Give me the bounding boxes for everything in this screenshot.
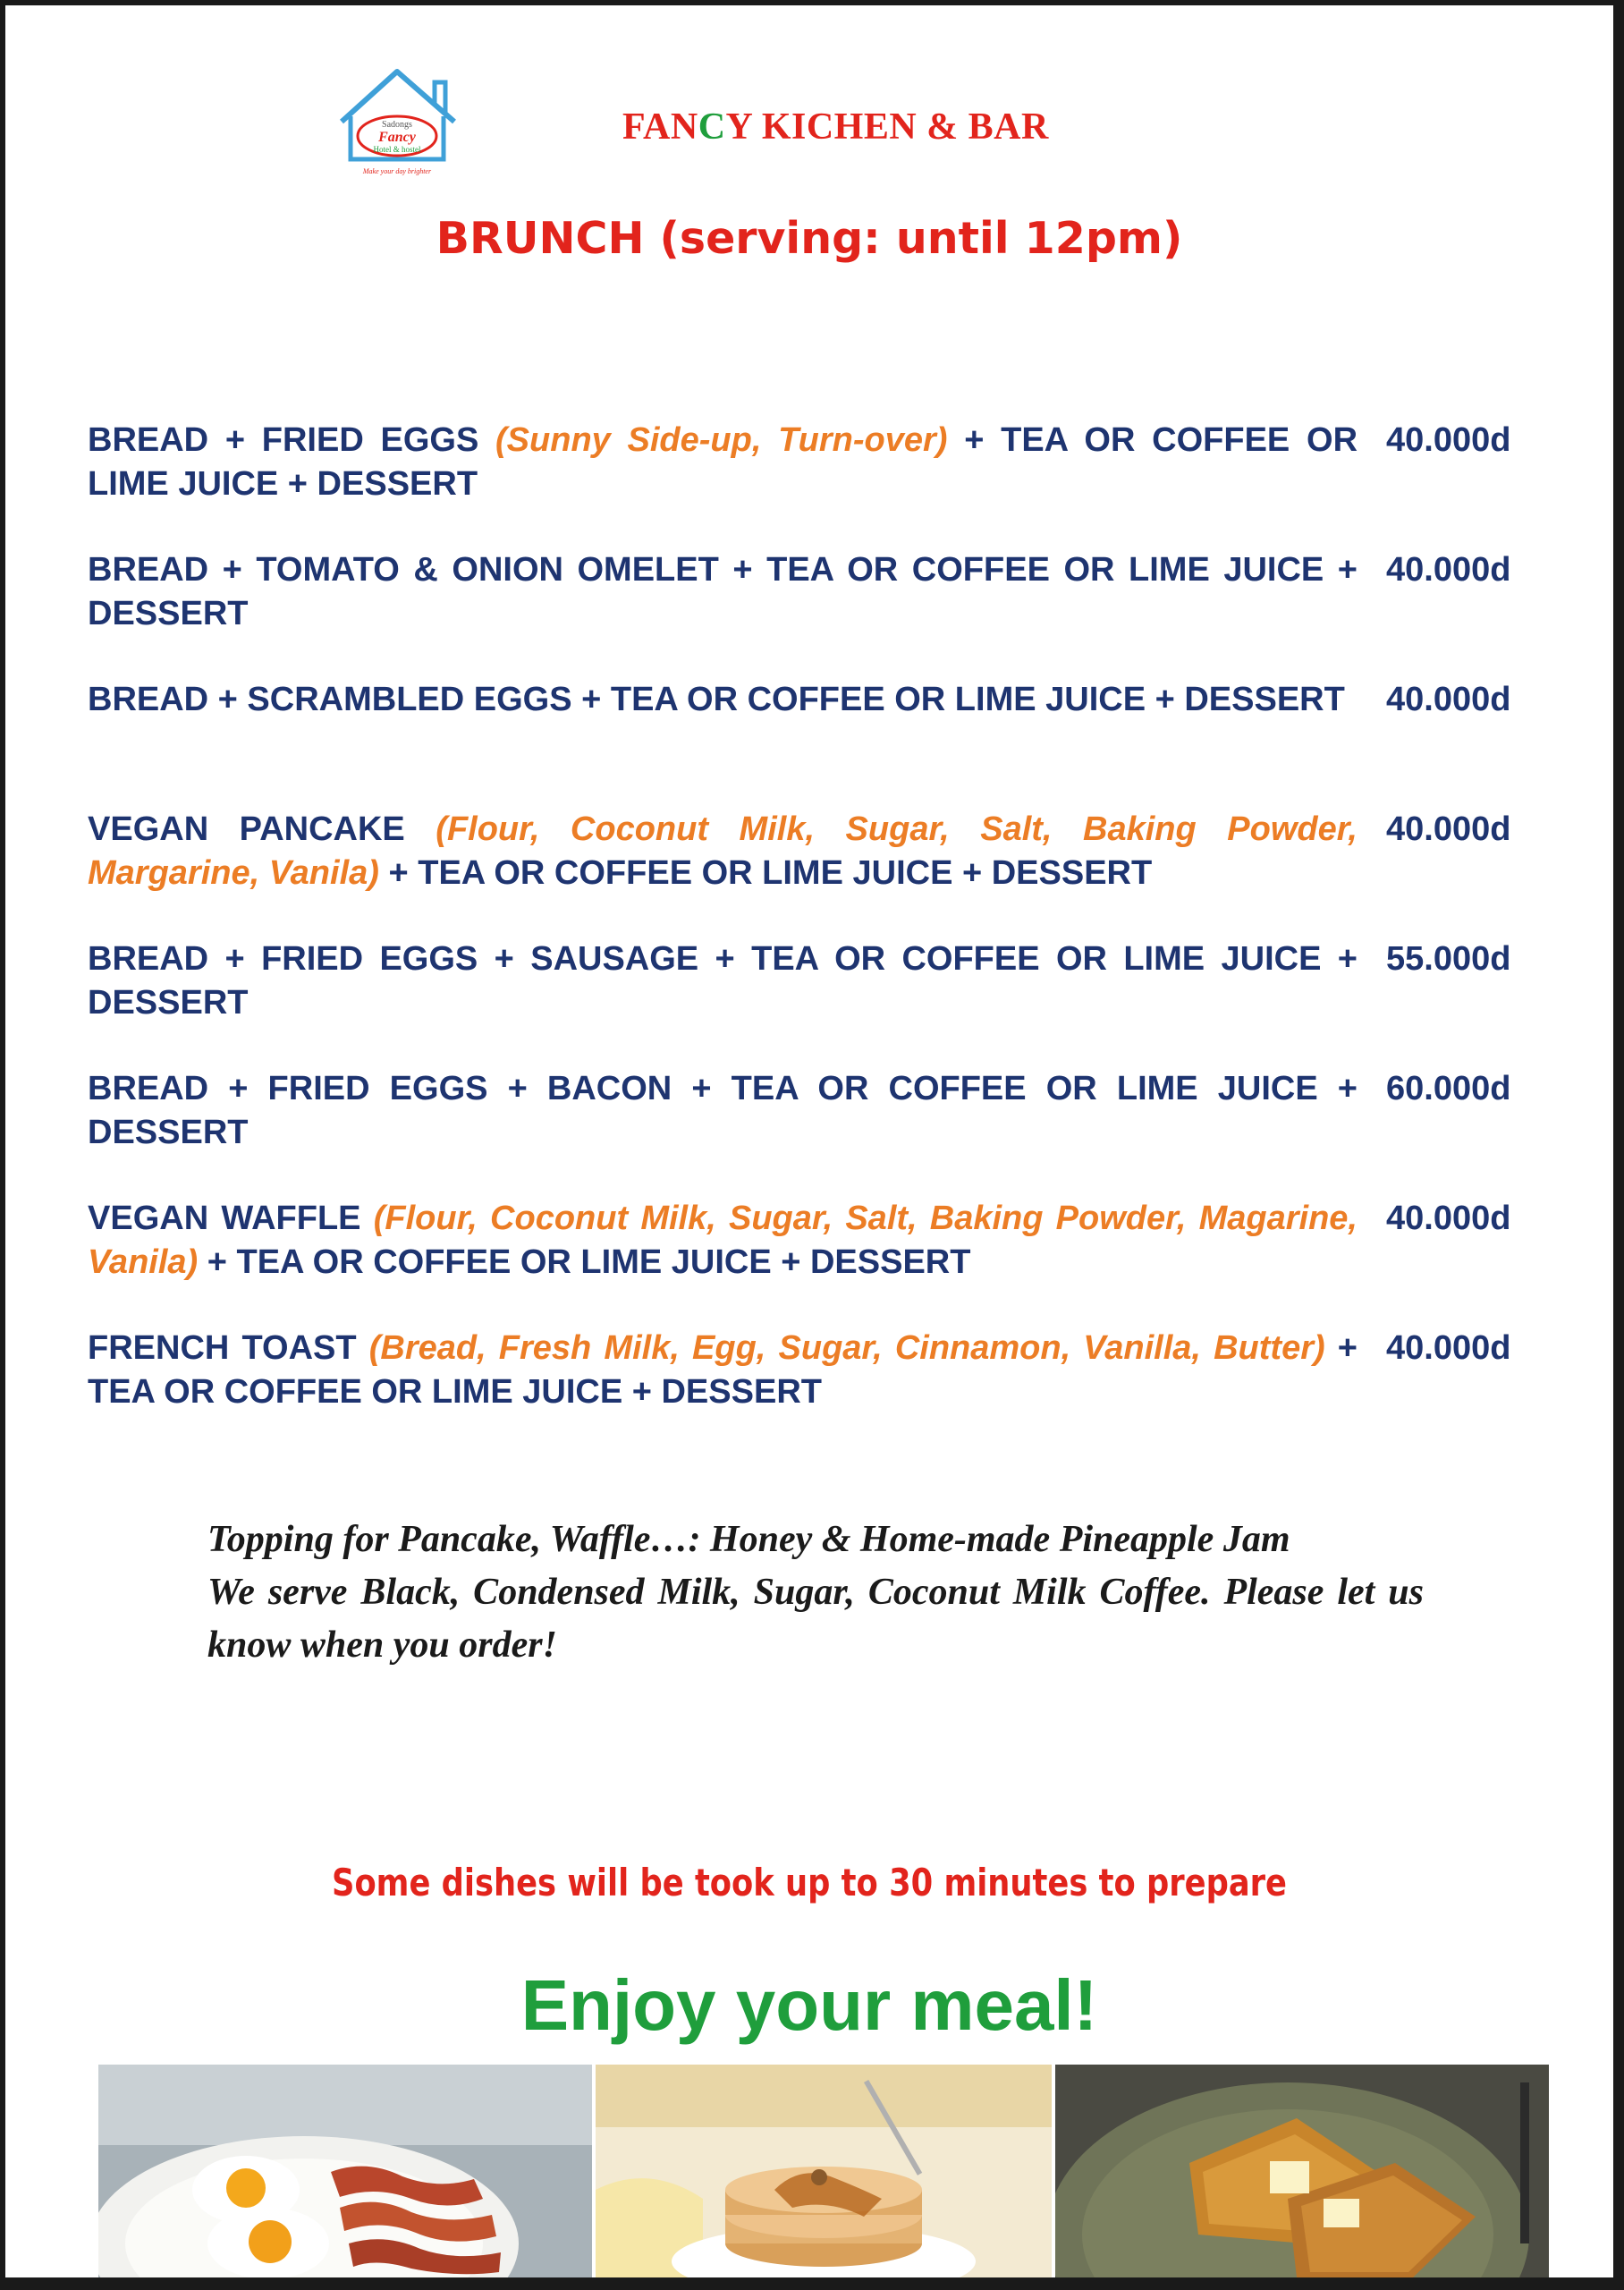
menu-item-description [88, 419, 1358, 506]
menu-item-ingredients: (Flour, Coconut Milk, Sugar, Salt, Baking Powder, Magarine, Vanila) [88, 1200, 1358, 1281]
prep-time-warning: Some dishes will be took up to 30 minutes to prepare [332, 1861, 1287, 1904]
menu-item-price: 40.000d [1386, 1329, 1511, 1367]
restaurant-name-part3: Y KICHEN & BAR [725, 106, 1049, 148]
menu-item-name: BREAD + TOMATO & ONION OMELET + TEA OR COFFEE OR LIME JUICE + DESSERT [88, 551, 1358, 632]
food-photos [98, 2065, 1549, 2277]
menu-item-description [88, 937, 1358, 1025]
menu-item-price: 40.000d [1386, 421, 1511, 459]
menu-item-name: BREAD + SCRAMBLED EGGS + TEA OR COFFEE OR LIME JUICE + DESSERT [88, 681, 1345, 718]
menu-item-description [88, 1197, 1358, 1285]
menu-item-price: 60.000d [1386, 1070, 1511, 1107]
menu-item-name: BREAD + FRIED EGGS + SAUSAGE + TEA OR COFFEE OR LIME JUICE + DESSERT [88, 940, 1358, 1022]
menu-item-ingredients: (Sunny Side-up, Turn-over) [495, 421, 948, 459]
menu-item-description [88, 1067, 1358, 1155]
menu-item-name: FRENCH TOAST [88, 1329, 369, 1367]
restaurant-name-part1: FAN [622, 106, 698, 148]
pancake-stack-photo [596, 2065, 1052, 2277]
menu-item-name: BREAD + FRIED EGGS + BACON + TEA OR COFFEE OR LIME JUICE + DESSERT [88, 1070, 1358, 1151]
menu-item-price: 40.000d [1386, 1200, 1511, 1237]
menu-item-price: 40.000d [1386, 681, 1511, 718]
menu-item-description [88, 1327, 1358, 1414]
menu-item-price: 40.000d [1386, 810, 1511, 848]
menu-item-price: 55.000d [1386, 940, 1511, 978]
menu-item-name: VEGAN WAFFLE [88, 1200, 374, 1237]
menu-item-description [88, 808, 1358, 895]
fried-eggs-bacon-photo [98, 2065, 592, 2277]
menu-item-extras: + TEA OR COFFEE OR LIME JUICE + DESSERT [378, 854, 1153, 892]
enjoy-message: Enjoy your meal! [520, 1965, 1098, 2045]
menu-item-ingredients: (Flour, Coconut Milk, Sugar, Salt, Baking Powder, Margarine, Vanila) [88, 810, 1358, 892]
menu-item-extras: + TEA OR COFFEE OR LIME JUICE + DESSERT [88, 421, 1358, 503]
menu-item-price: 40.000d [1386, 551, 1511, 589]
menu-item-name: VEGAN PANCAKE [88, 810, 436, 848]
menu-item-description [88, 678, 1358, 722]
menu-page [5, 5, 1613, 2277]
french-toast-photo [1055, 2065, 1549, 2277]
logo-text-top: Sadongs [382, 120, 412, 130]
logo-tagline: Make your day brighter [362, 167, 432, 175]
menu-notes [207, 1514, 1424, 1672]
menu-item-name: BREAD + FRIED EGGS [88, 421, 496, 459]
menu-item-extras: + TEA OR COFFEE OR LIME JUICE + DESSERT [88, 1329, 1358, 1411]
menu-item-ingredients: (Bread, Fresh Milk, Egg, Sugar, Cinnamon, Vanilla, Butter) [368, 1329, 1325, 1367]
logo-text-sub: Hotel & hostel [373, 145, 421, 154]
restaurant-name [622, 106, 1049, 148]
menu-item-description [88, 548, 1358, 636]
coffee-note: We serve Black, Condensed Milk, Sugar, Coconut Milk Coffee. Please let us know when you order! [207, 1572, 1424, 1666]
logo-text-brand: Fancy [378, 130, 416, 145]
topping-note: Topping for Pancake, Waffle…: Honey & Home-made Pineapple Jam [207, 1519, 1290, 1560]
menu-title: BRUNCH (serving: until 12pm) [436, 213, 1183, 264]
house-logo-icon [329, 63, 465, 181]
restaurant-name-part2: C [698, 106, 726, 148]
menu-item-extras: + TEA OR COFFEE OR LIME JUICE + DESSERT [198, 1243, 971, 1281]
